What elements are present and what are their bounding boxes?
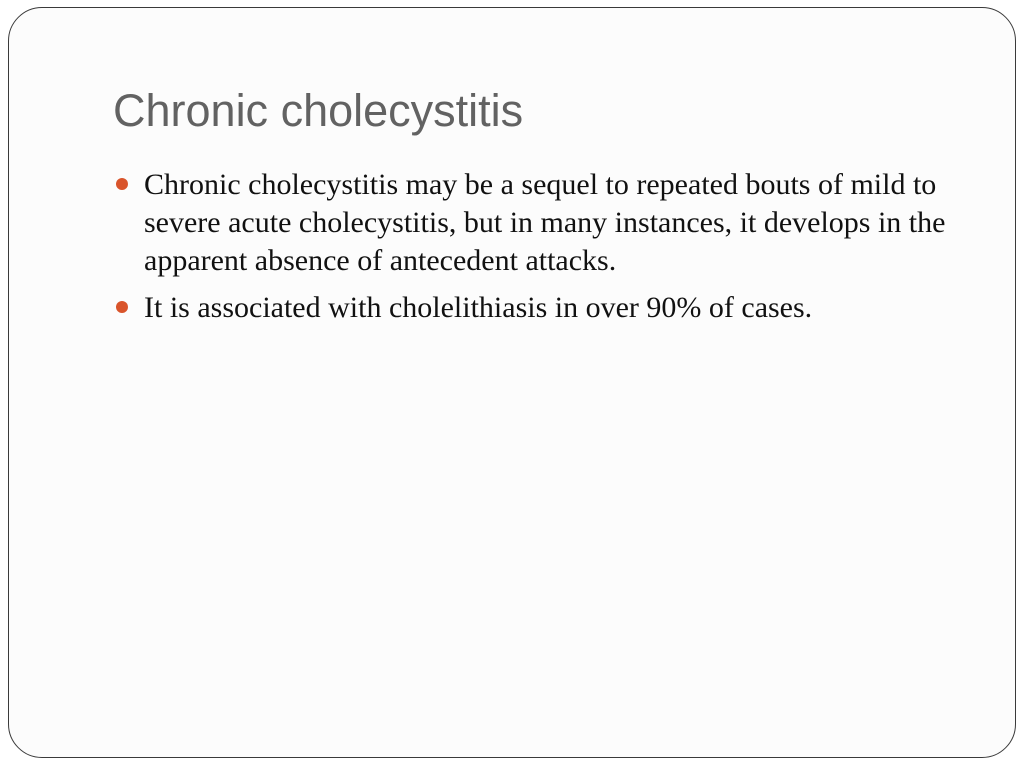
slide-title: Chronic cholecystitis <box>113 85 524 136</box>
bullet-dot-icon <box>116 178 128 190</box>
bullet-text: Chronic cholecystitis may be a sequel to repeated bouts of mild to severe acute cholecystitis, but in many instances, it develops in the apparent absence of antecedent attacks. <box>144 168 946 277</box>
bullet-item <box>116 166 956 280</box>
bullet-dot-icon <box>116 301 128 313</box>
bullet-item <box>116 289 956 327</box>
bullet-list <box>116 166 956 336</box>
bullet-text: It is associated with cholelithiasis in over 90% of cases. <box>144 291 813 324</box>
